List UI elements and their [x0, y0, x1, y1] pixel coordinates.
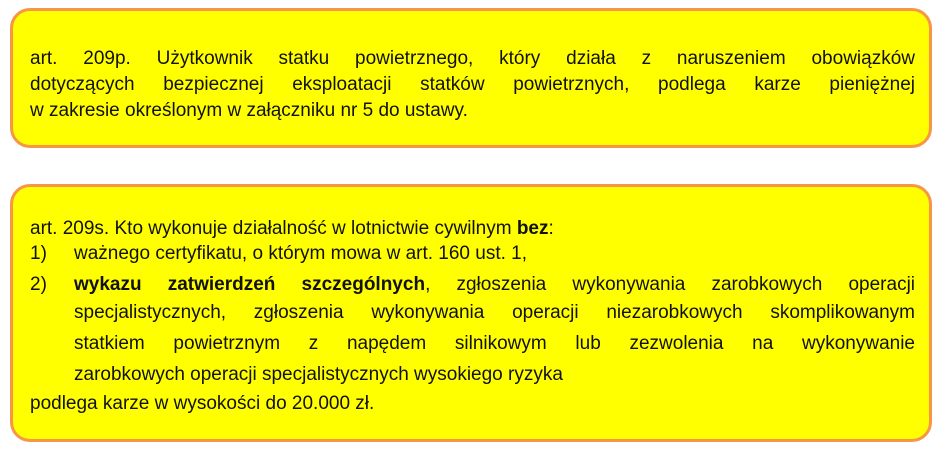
article-209s-intro-prefix: art. 209s. Kto wykonuje działalność w lotnictwie cywilnym: [30, 218, 517, 239]
article-209s-box: [10, 184, 932, 442]
article-209p-line-3: w zakresie określonym w załączniku nr 5 do ustawy.: [30, 100, 468, 121]
list-item-2-line-1-rest: , zgłoszenia wykonywania zarobkowych operacji: [425, 274, 916, 295]
list-item-2-line-4: zarobkowych operacji specjalistycznych wysokiego ryzyka: [74, 364, 563, 385]
list-item-1-text: ważnego certyfikatu, o którym mowa w art. 160 ust. 1,: [74, 243, 528, 264]
article-209s-intro-bold: bez: [516, 218, 549, 239]
list-item-2-line-2: specjalistycznych, zgłoszenia wykonywania operacji niezarobkowych skomplikowanym: [74, 302, 915, 323]
list-item-2-line-1: [74, 273, 915, 297]
article-209p-line-1: art. 209p. Użytkownik statku powietrznego, który działa z naruszeniem obowiązków: [30, 48, 915, 69]
list-item-1-number: 1): [30, 243, 47, 264]
list-item-2-line-3: statkiem powietrznym z napędem silnikowym lub zezwolenia na wykonywanie: [74, 333, 915, 354]
article-209s-closing: podlega karze w wysokości do 20.000 zł.: [30, 393, 375, 414]
article-209p-line-2: dotyczących bezpiecznej eksploatacji statków powietrznych, podlega karze pieniężnej: [30, 74, 915, 95]
article-209p-box: [10, 8, 932, 148]
list-item-2-number: 2): [30, 274, 47, 295]
article-209s-intro: [30, 217, 554, 241]
article-209s-intro-suffix: :: [548, 218, 554, 239]
list-item-2-bold: wykazu zatwierdzeń szczególnych: [74, 274, 426, 295]
